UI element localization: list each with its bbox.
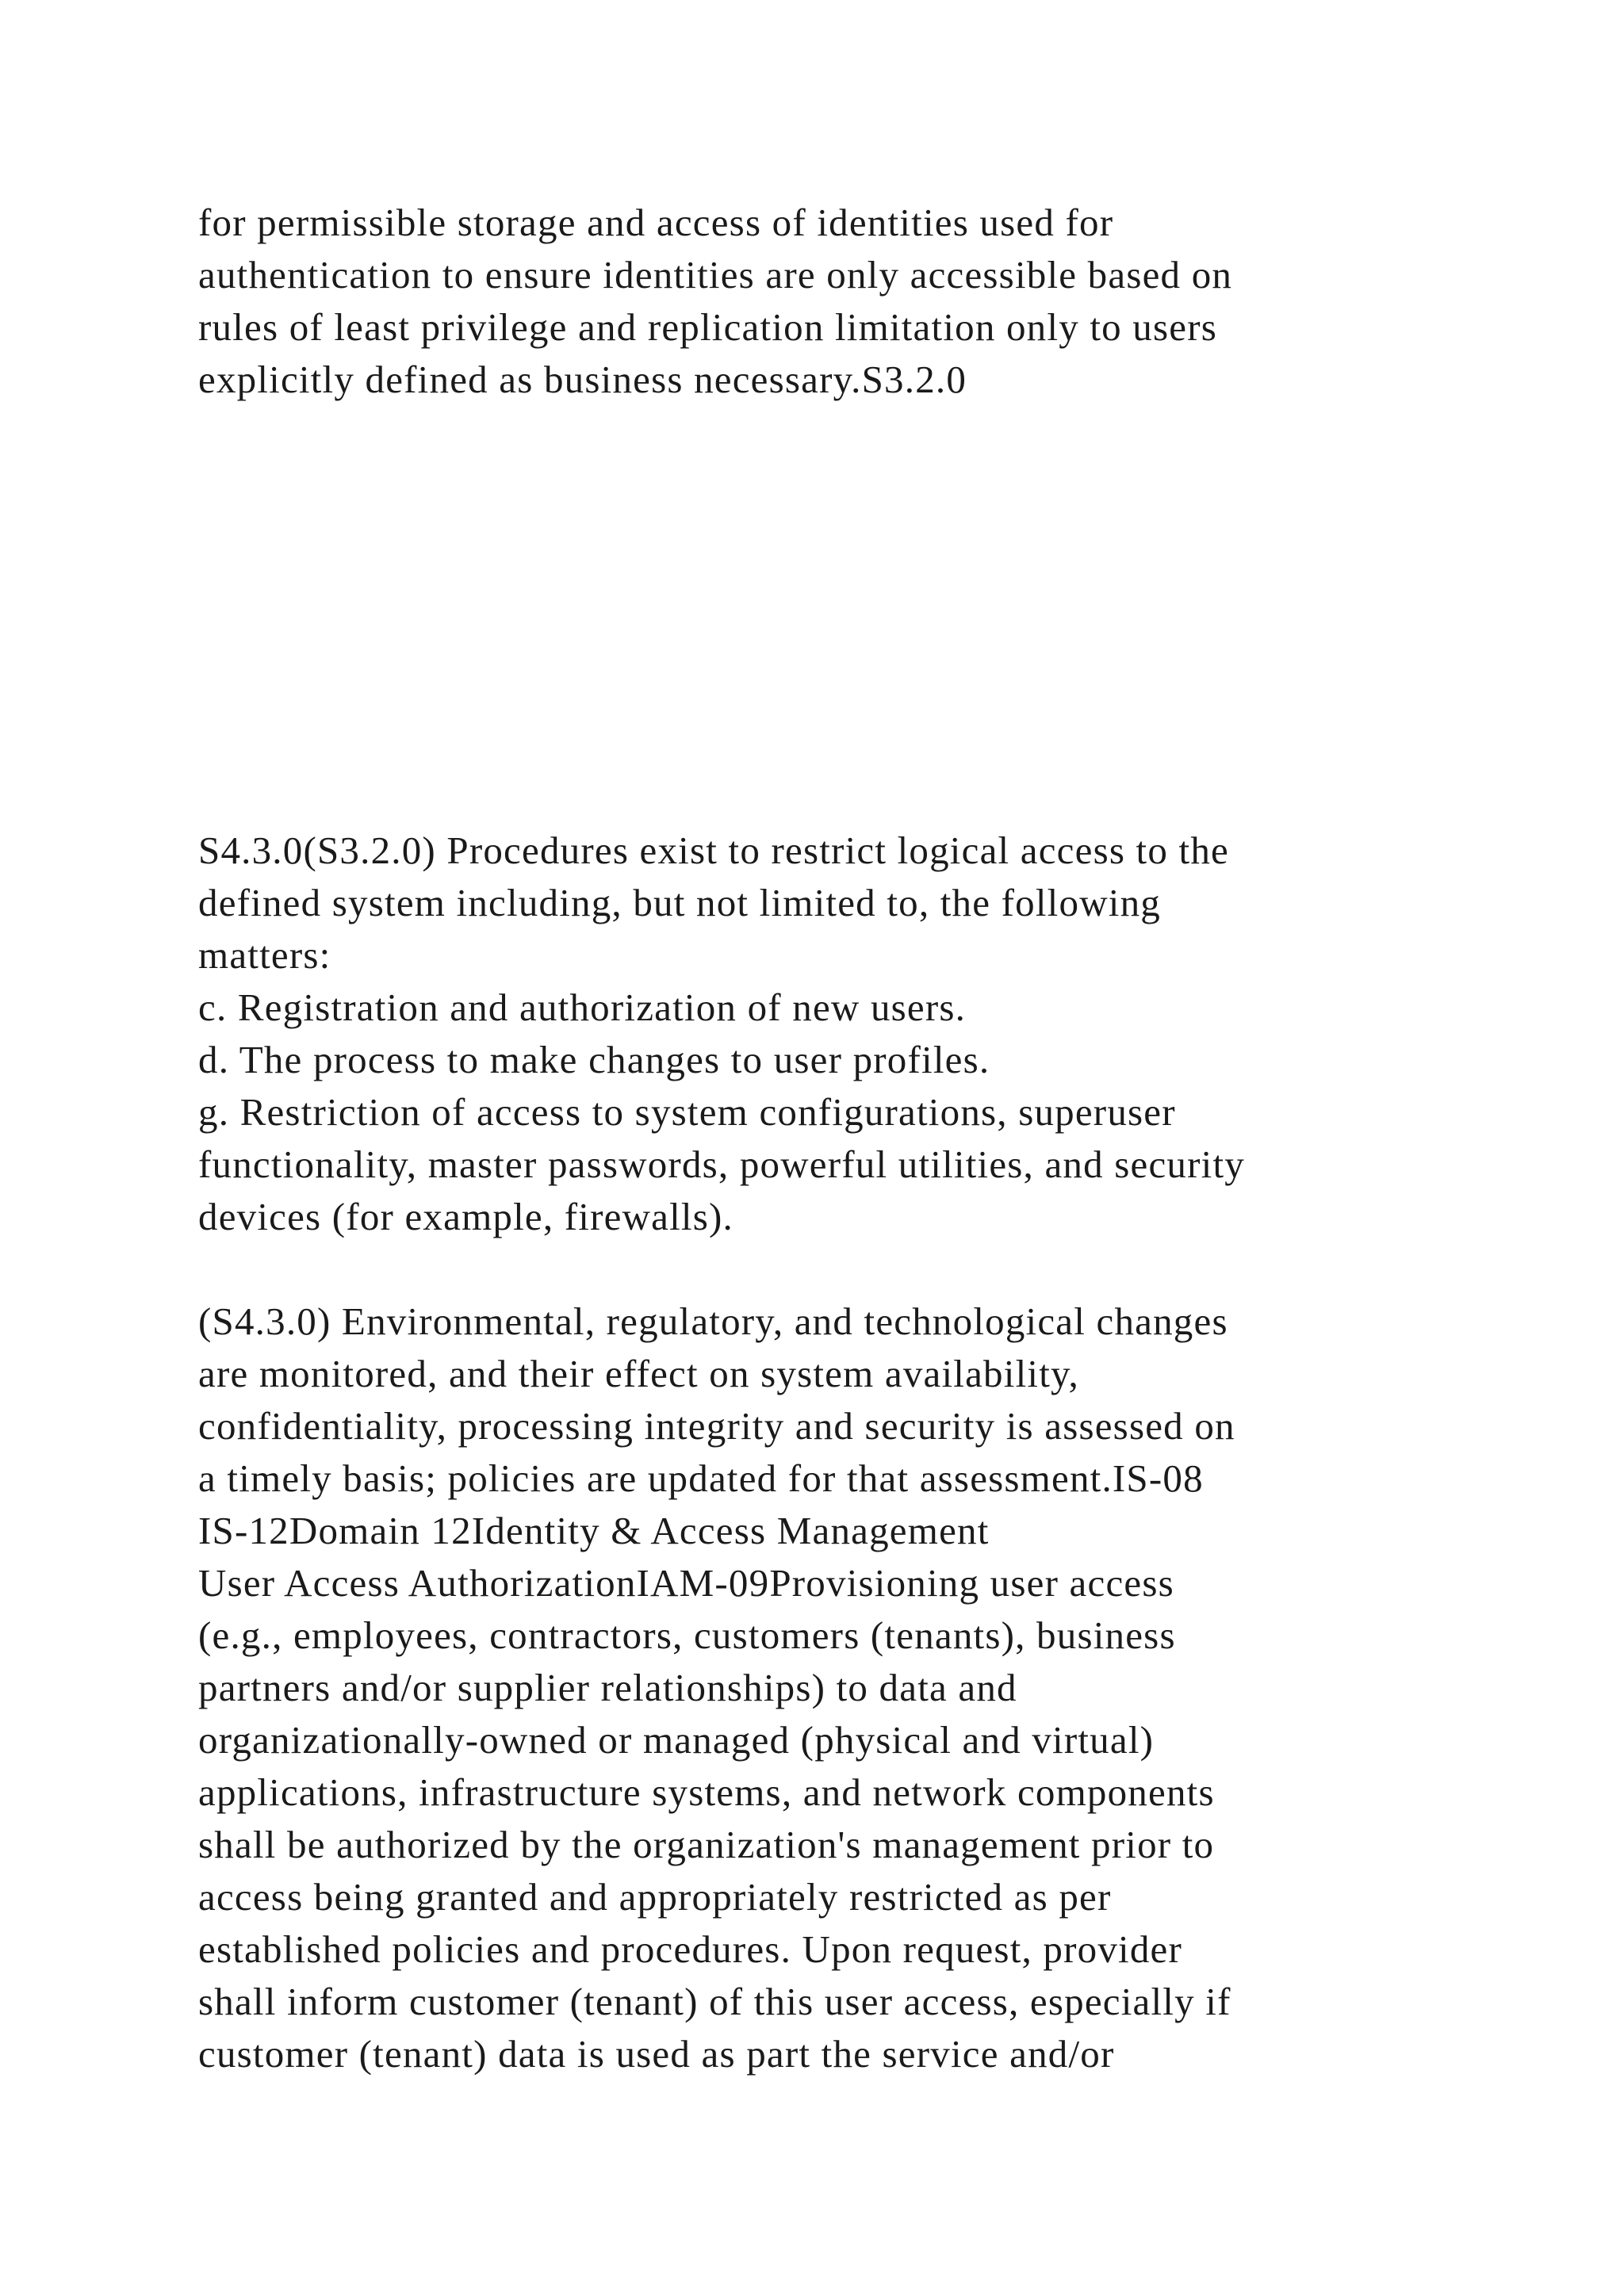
text-line: are monitored, and their effect on system availability, — [198, 1352, 1079, 1395]
text-line: (e.g., employees, contractors, customers (tenants), business — [198, 1613, 1176, 1657]
text-line: shall be authorized by the organization's management prior to — [198, 1823, 1215, 1866]
text-line: explicitly defined as business necessary.S3.2.0 — [198, 358, 967, 401]
text-line: access being granted and appropriately restricted as per — [198, 1875, 1112, 1919]
paragraph-spacer — [198, 1243, 1483, 1295]
paragraph-logical-access-procedures — [198, 825, 1483, 2080]
text-line: for permissible storage and access of identities used for — [198, 201, 1114, 244]
text-line: partners and/or supplier relationships) to data and — [198, 1666, 1017, 1709]
text-line: User Access AuthorizationIAM-09Provisioning user access — [198, 1561, 1174, 1605]
text-line: functionality, master passwords, powerful utilities, and security — [198, 1142, 1245, 1186]
text-line: customer (tenant) data is used as part the service and/or — [198, 2032, 1115, 2076]
text-line: shall inform customer (tenant) of this user access, especially if — [198, 1980, 1231, 2023]
text-line: matters: — [198, 933, 331, 977]
text-line: IS-12Domain 12Identity & Access Management — [198, 1509, 990, 1552]
text-line: S4.3.0(S3.2.0) Procedures exist to restrict logical access to the — [198, 828, 1229, 872]
list-item-d: d. The process to make changes to user profiles. — [198, 1038, 990, 1081]
text-line: established policies and procedures. Upon request, provider — [198, 1927, 1183, 1971]
text-line: applications, infrastructure systems, and network components — [198, 1770, 1215, 1814]
text-line: devices (for example, firewalls). — [198, 1195, 733, 1238]
text-line: (S4.3.0) Environmental, regulatory, and technological changes — [198, 1299, 1228, 1343]
text-line: a timely basis; policies are updated for that assessment.IS-08 — [198, 1456, 1204, 1500]
text-line: rules of least privilege and replication limitation only to users — [198, 305, 1218, 349]
paragraph-identity-storage — [198, 197, 1483, 406]
text-line: organizationally-owned or managed (physical and virtual) — [198, 1718, 1155, 1762]
list-item-c: c. Registration and authorization of new users. — [198, 985, 967, 1029]
text-line: defined system including, but not limited to, the following — [198, 881, 1161, 924]
text-line: authentication to ensure identities are only accessible based on — [198, 253, 1233, 297]
text-line: confidentiality, processing integrity and security is assessed on — [198, 1404, 1235, 1448]
list-item-g: g. Restriction of access to system configurations, superuser — [198, 1090, 1176, 1134]
